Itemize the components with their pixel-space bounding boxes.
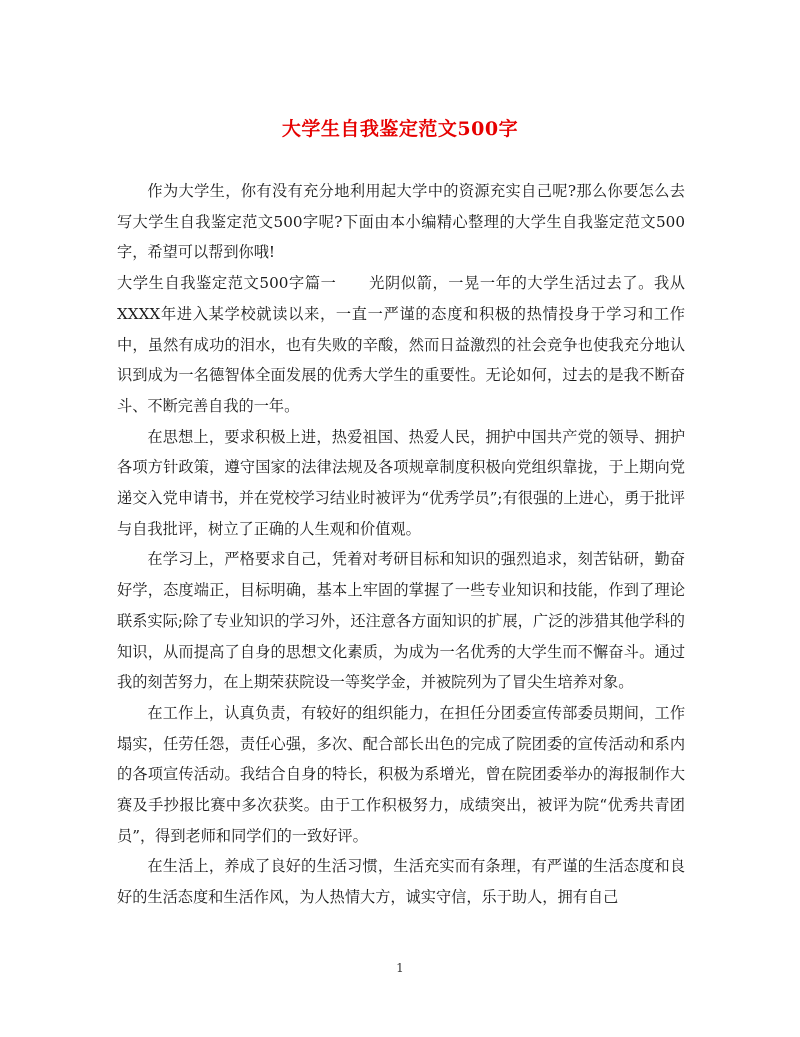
paragraph-ideology: 在思想上，要求积极上进，热爱祖国、热爱人民，拥护中国共产党的领导、拥护各项方针政策，遵守国家的法律法规及各项规章制度积极向党组织靠拢，于上期向党递交入党申请书，并在党校学习结业时被评为“优秀学员”;有很强的上进心，勇于批评与自我批评，树立了正确的人生观和价值观。 <box>117 427 685 538</box>
page-number: 1 <box>396 961 404 975</box>
paragraph-life: 在生活上，养成了良好的生活习惯，生活充实而有条理，有严谨的生活态度和良好的生活态度和生活作风，为人热情大方，诚实守信，乐于助人，拥有自己 <box>117 857 685 907</box>
intro-paragraph: 作为大学生，你有没有充分地利用起大学中的资源充实自己呢?那么你要怎么去写大学生自我鉴定范文500字呢?下面由本小编精心整理的大学生自我鉴定范文500字，希望可以帮到你哦! <box>117 182 685 262</box>
section-first-text: 光阴似箭，一晃一年的大学生活过去了。我从XXXX年进入某学校就读以来，一直一严谨的态度和积极的热情投身于学习和工作中，虽然有成功的泪水，也有失败的辛酸，然而日益激烈的社会竞争也使我充分地认识到成为一名德智体全面发展的优秀大学生的重要性。无论如何，过去的是我不断奋斗、不断完善自我的一年。 <box>117 274 685 415</box>
page-title: 大学生自我鉴定范文500字 <box>281 118 519 140</box>
paragraph-work: 在工作上，认真负责，有较好的组织能力，在担任分团委宣传部委员期间，工作塌实，任劳任怨，责任心强，多次、配合部长出色的完成了院团委的宣传活动和系内的各项宣传活动。我结合自身的特长，积极为系增光，曾在院团委举办的海报制作大赛及手抄报比赛中多次获奖。由于工作积极努力，成绩突出，被评为院“优秀共青团员”，得到老师和同学们的一致好评。 <box>117 703 685 845</box>
section-heading: 大学生自我鉴定范文500字篇一 <box>117 274 337 293</box>
paragraph-study: 在学习上，严格要求自己，凭着对考研目标和知识的强烈追求，刻苦钻研，勤奋好学，态度端正，目标明确，基本上牢固的掌握了一些专业知识和技能，作到了理论联系实际;除了专业知识的学习外，还注意各方面知识的扩展，广泛的涉猎其他学科的知识，从而提高了自身的思想文化素质，为成为一名优秀的大学生而不懈奋斗。通过我的刻苦努力，在上期荣获院设一等奖学金，并被院列为了冒尖生培养对象。 <box>117 550 685 692</box>
document-body <box>117 176 685 913</box>
section-first-paragraph <box>117 268 685 422</box>
